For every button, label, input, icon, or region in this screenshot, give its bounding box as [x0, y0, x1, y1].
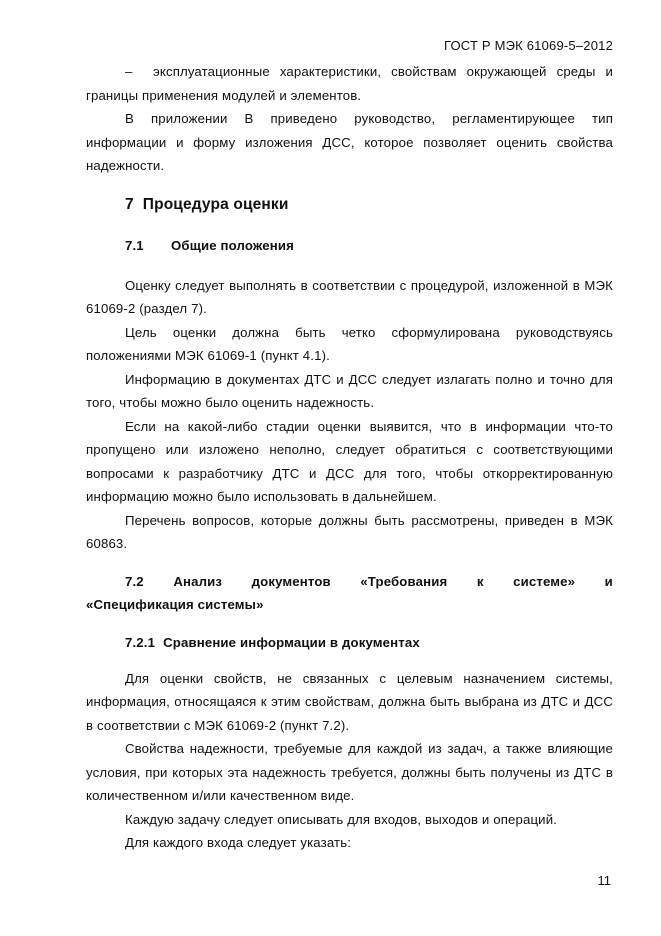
- subsection-number: 7.2: [125, 573, 144, 589]
- standard-designation: ГОСТ Р МЭК 61069-5–2012: [443, 38, 613, 53]
- subsection-heading: [125, 234, 613, 257]
- paragraph: В приложении В приведено руководство, регламентирующее тип информации и форму изложения ДСС, которое позволяет оценить свойства надежности.: [86, 111, 613, 173]
- paragraph: Свойства надежности, требуемые для каждой из задач, а также влияющие условия, при которых эта надежность требуется, должны быть получены из ДТС в количественном и/или качественном виде.: [86, 741, 613, 803]
- page-number: 11: [597, 873, 611, 888]
- subsection-title: Общие положения: [171, 237, 294, 253]
- heading-word: «Требования: [360, 573, 448, 589]
- paragraph: Оценку следует выполнять в соответствии с процедурой, изложенной в МЭК 61069-2 (раздел 7).: [86, 277, 613, 316]
- heading-word: системе»: [513, 573, 576, 589]
- paragraph: Для оценки свойств, не связанных с целевым назначением системы, информация, относящаяся к этим свойствам, должна быть выбрана из ДТС и ДСС в соответствии с МЭК 61069-2 (пункт 7.2).: [86, 670, 613, 733]
- section-heading: [125, 193, 613, 217]
- page-content: [86, 60, 613, 855]
- subsection-heading: [86, 570, 613, 617]
- paragraph: Перечень вопросов, которые должны быть рассмотрены, приведен в МЭК 60863.: [86, 512, 613, 551]
- paragraph: Цель оценки должна быть четко сформулирована руководствуясь положениями МЭК 61069-1 (пункт 4.1).: [86, 324, 613, 363]
- heading-word: к: [476, 573, 484, 589]
- subsection-number: 7.1: [125, 237, 144, 253]
- subsection-heading: [125, 631, 613, 654]
- list-item: [86, 60, 613, 107]
- paragraph: Если на какой-либо стадии оценки выявится, что в информации что-то пропущено или изложено неполно, следует обратиться с соответствующими вопросами к разработчику ДТС и ДСС для того, чтобы откорректированную информацию можно было использовать в дальнейшем.: [86, 418, 613, 504]
- subsection-heading-line: [86, 570, 613, 594]
- section-number: 7: [125, 195, 134, 213]
- section-title: Процедура оценки: [142, 195, 289, 213]
- paragraph: Каждую задачу следует описывать для входов, выходов и операций.: [125, 811, 558, 827]
- paragraph: Для каждого входа следует указать:: [125, 835, 352, 850]
- heading-word: и: [604, 573, 613, 589]
- subsection-title: Сравнение информации в документах: [163, 634, 420, 650]
- paragraph: Информацию в документах ДТС и ДСС следует излагать полно и точно для того, чтобы можно было оценить надежность.: [86, 371, 613, 410]
- heading-word: Анализ: [173, 573, 223, 589]
- list-item-text: эксплуатационные характеристики, свойствам окружающей среды и границы применения модулей и элементов.: [86, 64, 613, 103]
- subsection-number: 7.2.1: [125, 634, 156, 650]
- heading-word: документов: [251, 573, 331, 589]
- dash-marker: –: [125, 64, 133, 79]
- subsection-title-line2: «Спецификация системы»: [86, 597, 264, 612]
